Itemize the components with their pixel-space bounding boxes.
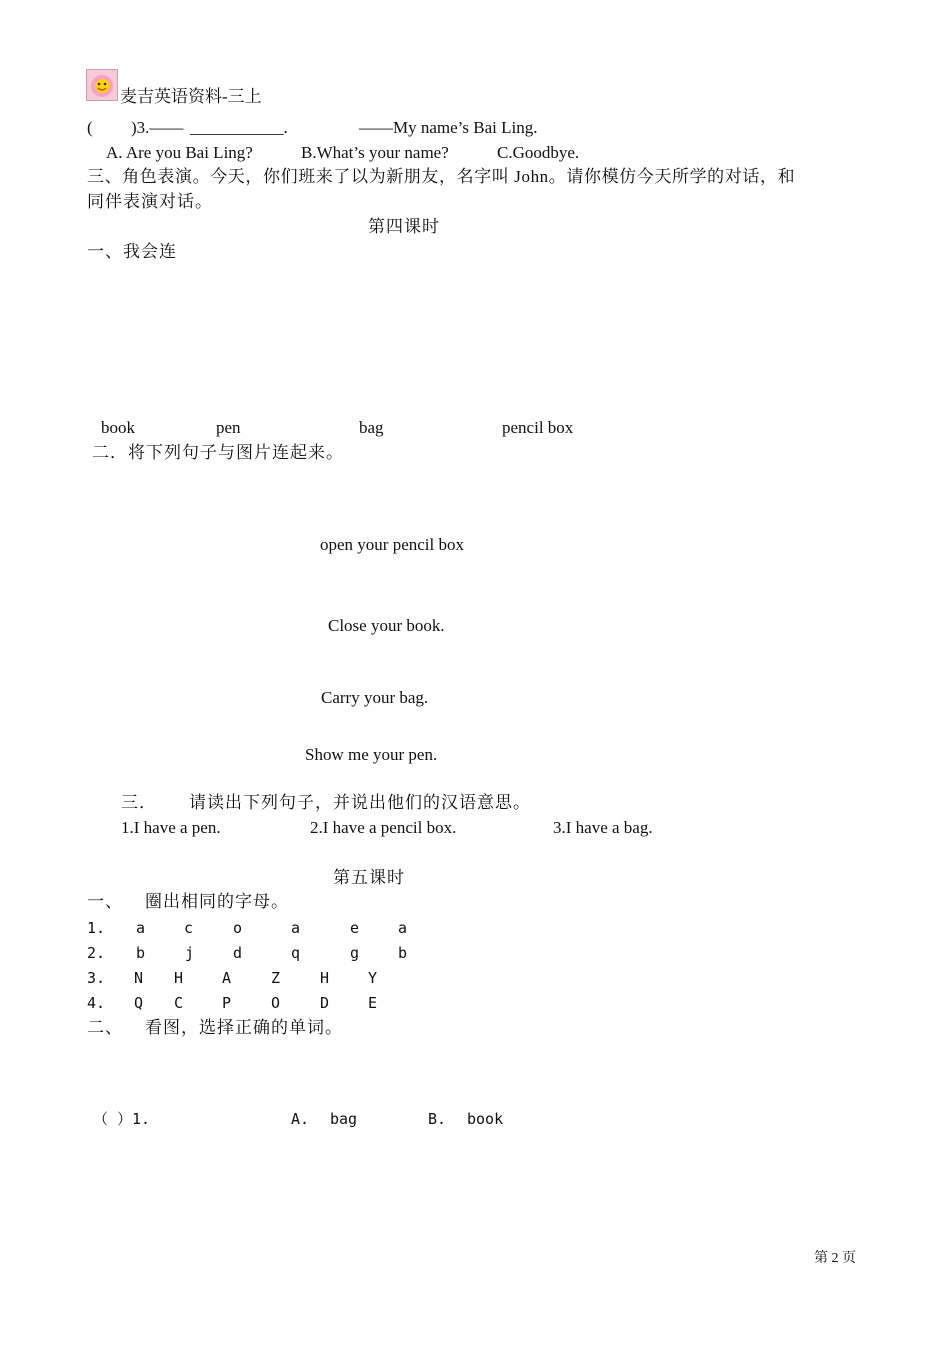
lesson5-q1-option-a: bag — [330, 1110, 358, 1128]
word-pen: pen — [216, 418, 241, 437]
lesson4-section2: 二．将下列句子与图片连起来。 — [92, 443, 344, 462]
read-sentence-1: 1.I have a pen. — [121, 818, 221, 837]
lesson4-title: 第四课时 — [368, 217, 440, 236]
letter-cell: Z — [271, 969, 281, 987]
lesson5-section1-text: 圈出相同的字母。 — [145, 892, 289, 911]
flower-logo-graphic — [87, 70, 117, 100]
q3-number: )3.—— — [131, 118, 184, 137]
lesson5-q1-option-b: book — [467, 1110, 504, 1128]
letter-row-1-number: 1. — [87, 919, 106, 937]
q3-reply: ——My name’s Bai Ling. — [359, 118, 538, 137]
letter-cell: a — [398, 919, 408, 937]
header-title: 麦吉英语资料-三上 — [120, 87, 262, 106]
q3-blank: ___________. — [190, 118, 288, 137]
lesson5-q1-option-b-label: B. — [428, 1110, 447, 1128]
letter-cell: c — [184, 919, 194, 937]
sentence-carry-bag: Carry your bag. — [321, 688, 429, 707]
lesson5-section2-number: 二、 — [87, 1018, 123, 1037]
q3-option-a: A. Are you Bai Ling? — [106, 143, 253, 162]
lesson5-title: 第五课时 — [333, 868, 405, 887]
word-bag: bag — [359, 418, 384, 437]
letter-cell: C — [174, 994, 184, 1012]
lesson4-section1: 一、我会连 — [87, 242, 177, 261]
lesson4-section3-number: 三． — [121, 793, 157, 812]
letter-row-3-number: 3. — [87, 969, 106, 987]
letter-cell: H — [174, 969, 184, 987]
letter-cell: Q — [134, 994, 144, 1012]
word-book: book — [101, 418, 135, 437]
letter-cell: b — [136, 944, 146, 962]
roleplay-line1: 三、角色表演。今天，你们班来了以为新朋友，名字叫 John。请你模仿今天所学的对话，和 — [87, 167, 796, 186]
logo-icon — [86, 69, 118, 101]
letter-cell: Y — [368, 969, 378, 987]
letter-cell: D — [320, 994, 330, 1012]
word-pencil-box: pencil box — [502, 418, 574, 437]
lesson5-section1-number: 一、 — [87, 892, 123, 911]
letter-cell: P — [222, 994, 232, 1012]
lesson4-section3-text: 请读出下列句子，并说出他们的汉语意思。 — [189, 793, 531, 812]
sentence-close-book: Close your book. — [328, 616, 445, 635]
sentence-show-pen: Show me your pen. — [305, 745, 438, 764]
letter-row-2-number: 2. — [87, 944, 106, 962]
letter-cell: o — [233, 919, 243, 937]
read-sentence-3: 3.I have a bag. — [553, 818, 653, 837]
page-number: 第 2 页 — [814, 1251, 856, 1266]
letter-cell: E — [368, 994, 378, 1012]
letter-cell: a — [136, 919, 146, 937]
letter-cell: b — [398, 944, 408, 962]
letter-cell: H — [320, 969, 330, 987]
letter-cell: O — [271, 994, 281, 1012]
sentence-open-pencil-box: open your pencil box — [320, 535, 464, 554]
roleplay-line2: 同伴表演对话。 — [87, 192, 213, 211]
letter-cell: q — [291, 944, 301, 962]
lesson5-section2-text: 看图，选择正确的单词。 — [145, 1018, 343, 1037]
letter-cell: d — [233, 944, 243, 962]
letter-row-4-number: 4. — [87, 994, 106, 1012]
letter-cell: A — [222, 969, 232, 987]
lesson5-q1-option-a-label: A. — [291, 1110, 310, 1128]
q3-option-b: B.What’s your name? — [301, 143, 449, 162]
letter-cell: g — [350, 944, 360, 962]
letter-cell: N — [134, 969, 144, 987]
letter-cell: e — [350, 919, 360, 937]
q3-open-paren: ( — [87, 118, 93, 137]
q3-option-c: C.Goodbye. — [497, 143, 580, 162]
letter-cell: j — [185, 944, 195, 962]
lesson5-q1-prefix: （ ）1. — [93, 1110, 151, 1128]
read-sentence-2: 2.I have a pencil box. — [310, 818, 457, 837]
letter-cell: a — [291, 919, 301, 937]
